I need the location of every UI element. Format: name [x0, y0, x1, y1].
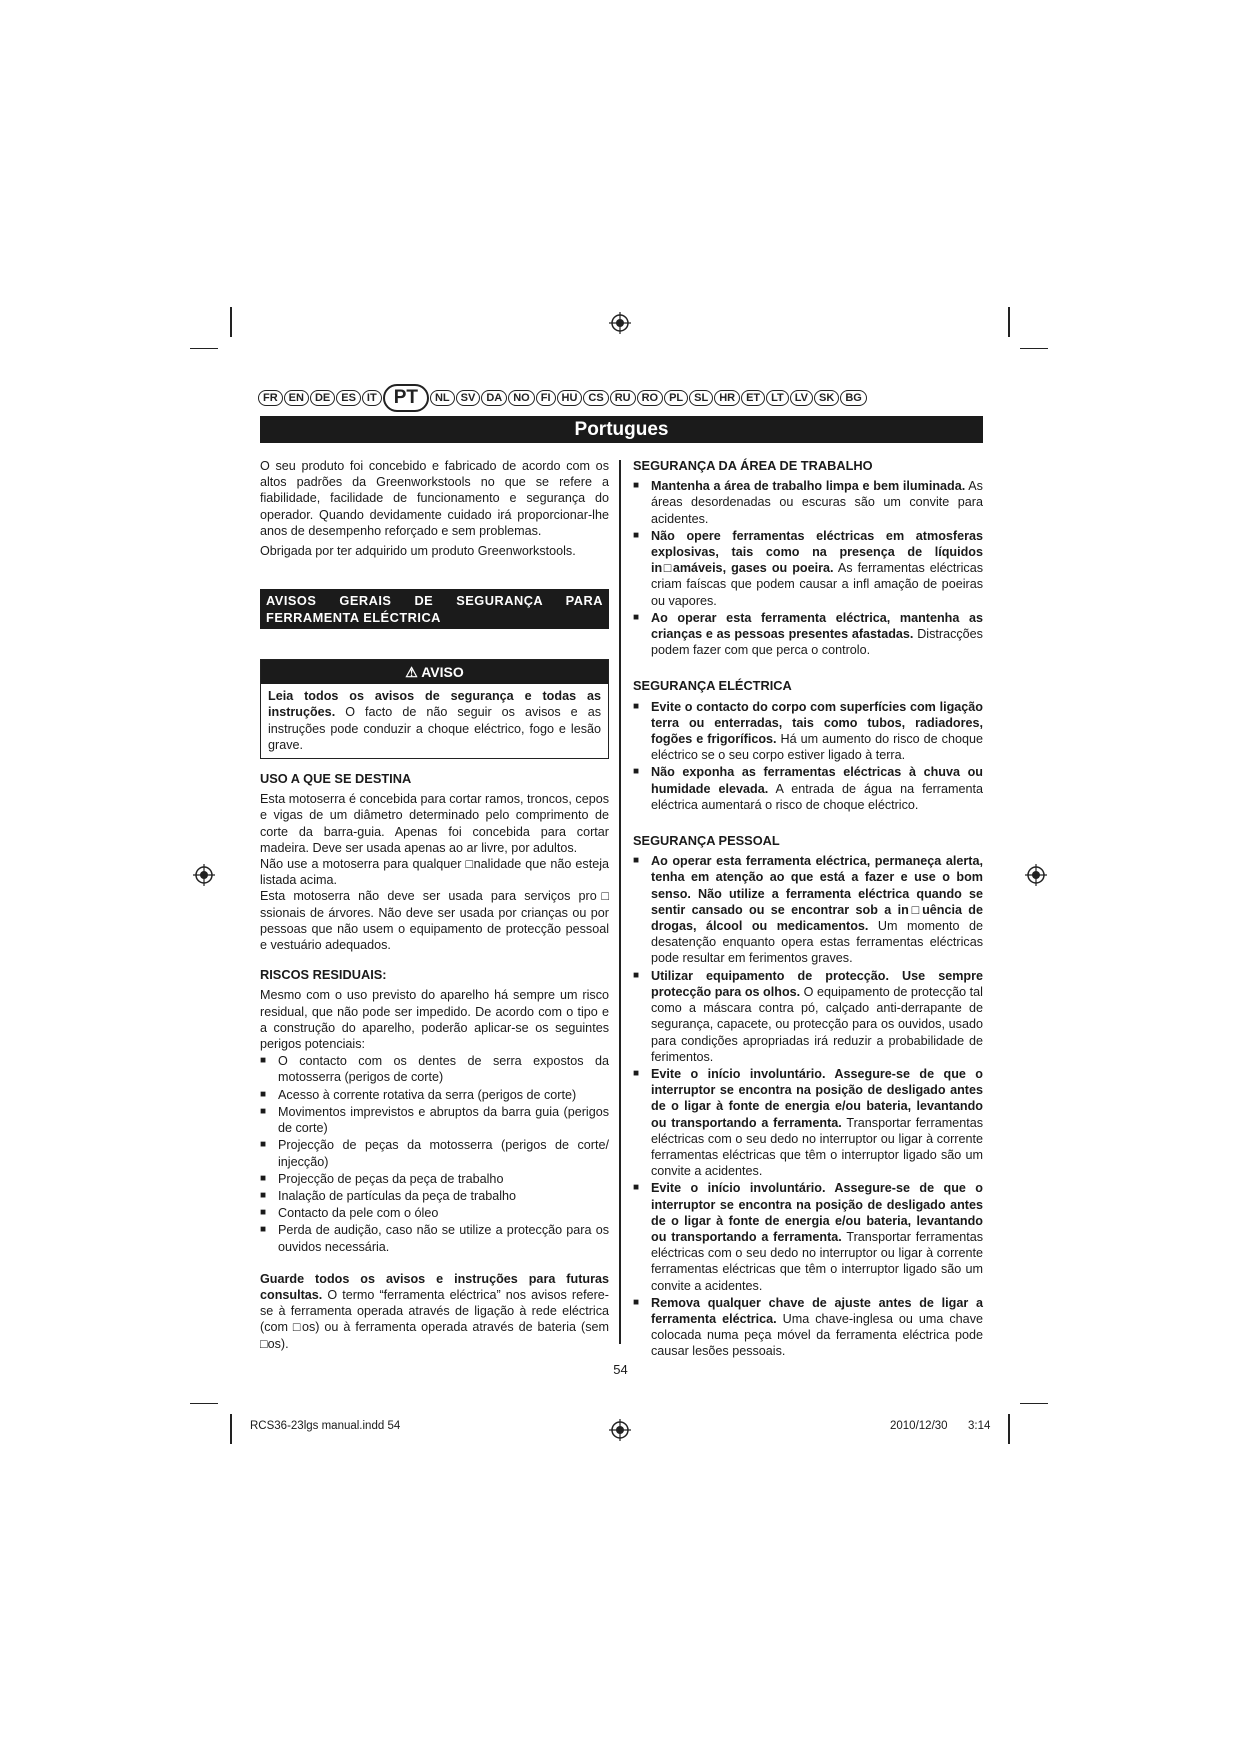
- uso-paragraph: Esta motoserra é concebida para cortar ramos, troncos, cepos e vigas de um diâmetro determinado pelo comprimento de corte da barra-guia. Apenas foi concebida para cortar madeira. Deve ser usada apenas ao ar livre, por adultos.: [260, 792, 609, 855]
- language-tab-hu[interactable]: HU: [557, 390, 583, 406]
- uso-paragraph: Esta motoserra não deve ser usada para serviços pro□ ssionais de árvores. Não deve ser usada por crianças ou por pessoas que não usem o equipamento de protecção pessoal e vestuário adequados.: [260, 889, 609, 953]
- safety-item: [633, 478, 983, 527]
- risk-item: ■ Inalação de partículas da peça de trabalho: [260, 1188, 609, 1204]
- language-tab-no[interactable]: NO: [508, 390, 535, 406]
- risk-item: ■ Projecção de peças da motosserra (perigos de corte/ injecção): [260, 1137, 609, 1169]
- riscos-heading: RISCOS RESIDUAIS:: [260, 967, 387, 983]
- language-tab-fr[interactable]: FR: [258, 390, 283, 406]
- crop-mark: [1020, 1403, 1048, 1404]
- crop-mark: [1008, 1414, 1010, 1444]
- language-tab-hr[interactable]: HR: [714, 390, 740, 406]
- warning-body: [261, 684, 608, 758]
- safety-item-bold: Utilizar equipamento de protecção. Use sempre protecção para os olhos.: [651, 968, 983, 999]
- eletrica-list: [633, 699, 983, 813]
- area-heading: SEGURANÇA DA ÁREA DE TRABALHO: [633, 458, 873, 473]
- language-tab-bg[interactable]: BG: [840, 390, 867, 406]
- safety-item: [633, 968, 983, 1065]
- language-tab-es[interactable]: ES: [336, 390, 361, 406]
- language-tab-cs[interactable]: CS: [583, 390, 608, 406]
- language-tab-sv[interactable]: SV: [456, 390, 481, 406]
- page-number: 54: [613, 1362, 628, 1377]
- riscos-intro: Mesmo com o uso previsto do aparelho há sempre um risco residual, que não pode ser impedido. De acordo com o tipo e a construção do aparelho, poderão aplicar-se os seguintes perigos potenciais:: [260, 988, 609, 1052]
- registration-mark-icon: [609, 1419, 631, 1441]
- risk-item: ■ O contacto com os dentes de serra expostos da motosserra (perigos de corte): [260, 1053, 609, 1085]
- riscos-list: [260, 1053, 609, 1254]
- language-tab-sk[interactable]: SK: [814, 390, 839, 406]
- safety-item: [633, 1180, 983, 1293]
- language-tab-it[interactable]: IT: [362, 390, 382, 406]
- safety-item-bold: Não opere ferramentas eléctricas em atmosferas explosivas, tais como na presença de líquidos in□amáveis, gases ou poeira.: [651, 528, 983, 576]
- risk-item: ■ Acesso à corrente rotativa da serra (perigos de corte): [260, 1087, 609, 1103]
- pessoal-list: [633, 853, 983, 1359]
- safety-item: [633, 528, 983, 609]
- safety-item: [633, 853, 983, 966]
- safety-item-text: As áreas desordenadas ou escuras são um convite para acidentes.: [651, 479, 983, 526]
- risk-item: ■ Perda de audição, caso não se utilize a protecção para os ouvidos necessária.: [260, 1222, 609, 1254]
- intro-paragraph: O seu produto foi concebido e fabricado de acordo com os altos padrões da Greenworkstools no que se refere a fiabilidade, facilidade de funcionamento e segurança do operador. Quando devidamente cuidado irá proporcionar-lhe anos de desempenho reforçado e sem problemas.: [260, 459, 609, 538]
- language-tab-da[interactable]: DA: [481, 390, 507, 406]
- intro-thanks: Obrigada por ter adquirido um produto Greenworkstools.: [260, 544, 576, 559]
- left-column: [260, 458, 609, 1356]
- registration-mark-icon: [609, 312, 631, 334]
- safety-item-bold: Não exponha as ferramentas eléctricas à chuva ou humidade elevada.: [651, 765, 983, 796]
- language-tab-pl[interactable]: PL: [664, 390, 688, 406]
- language-tab-nl[interactable]: NL: [430, 390, 455, 406]
- safety-item-text: Transportar ferramentas eléctricas com o seu dedo no interruptor ou ligar à corrente ferramentas eléctricas que têm o interruptor ligado são um convite a acidentes.: [651, 1229, 983, 1293]
- safety-item: [633, 699, 983, 764]
- warning-triangle-icon: ⚠: [405, 664, 418, 681]
- eletrica-heading: SEGURANÇA ELÉCTRICA: [633, 678, 792, 694]
- language-tab-lt[interactable]: LT: [766, 390, 789, 406]
- risk-item: ■ Projecção de peças da peça de trabalho: [260, 1171, 609, 1187]
- warning-title-text: AVISO: [421, 664, 464, 681]
- column-divider: [619, 460, 621, 1344]
- page-title: Portugues: [260, 416, 983, 443]
- safety-item-bold: Evite o contacto do corpo com superfícies com ligação terra ou enterradas, tais como tubos, radiadores, fogões e frigoríficos.: [651, 699, 983, 747]
- language-tab-en[interactable]: EN: [284, 390, 309, 406]
- warning-bold: Leia todos os avisos de segurança e todas as instruções.: [268, 689, 601, 720]
- safety-item-text: O equipamento de protecção tal como a máscara contra pó, calçado anti-derrapante de segurança, capacete, ou protecção para os ouvidos, usado para condições apropriadas irá reduzir a probabilidade de ferimentos.: [651, 984, 983, 1064]
- footer-date: 2010/12/30: [890, 1420, 948, 1432]
- safety-item: [633, 1295, 983, 1360]
- pessoal-heading: SEGURANÇA PESSOAL: [633, 833, 780, 849]
- language-tab-pt[interactable]: PT: [383, 384, 429, 412]
- safety-item-bold: Remova qualquer chave de ajuste antes de ligar a ferramenta eléctrica.: [651, 1295, 983, 1326]
- language-tab-lv[interactable]: LV: [790, 390, 813, 406]
- footer-file: RCS36-23lgs manual.indd 54: [250, 1420, 401, 1432]
- uso-heading: USO A QUE SE DESTINA: [260, 771, 412, 787]
- safety-item-text: As ferramentas eléctricas criam faíscas que podem causar a infl amação de poeiras ou vapores.: [651, 561, 983, 608]
- language-tab-de[interactable]: DE: [310, 390, 335, 406]
- crop-mark: [230, 1414, 232, 1444]
- safety-item-text: Distracções podem fazer com que perca o controlo.: [651, 627, 983, 658]
- right-column: [633, 458, 983, 1361]
- crop-mark: [1020, 348, 1048, 349]
- safety-item-text: Uma chave-inglesa ou uma chave colocada numa peça móvel da ferramenta eléctrica pode causar lesões pessoais.: [651, 1311, 983, 1359]
- safety-item-text: Transportar ferramentas eléctricas com o seu dedo no interruptor ou ligar à corrente ferramentas eléctricas que têm o interruptor ligado são um convite a acidentes.: [651, 1115, 983, 1179]
- warning-text: O facto de não seguir os avisos e as instruções pode conduzir a choque eléctrico, fogo e lesão grave.: [268, 705, 601, 752]
- safety-item-text: Um momento de desatenção enquanto opera estas ferramentas eléctricas pode resultar em ferimentos graves.: [651, 919, 984, 966]
- registration-mark-icon: [1025, 864, 1047, 886]
- crop-mark: [230, 307, 232, 337]
- safety-item-bold: Evite o início involuntário. Assegure-se de que o interruptor se encontra na posição de desligado antes de o ligar à fonte de energia e/ou bateria, levantando ou transportando a ferramenta.: [651, 1066, 983, 1130]
- risk-item: ■ Contacto da pele com o óleo: [260, 1205, 609, 1221]
- warning-title: [261, 660, 608, 684]
- guarde-bold: Guarde todos os avisos e instruções para futuras consultas.: [260, 1271, 609, 1302]
- language-tab-ro[interactable]: RO: [637, 390, 664, 406]
- safety-item: [633, 1066, 983, 1179]
- crop-mark: [190, 348, 218, 349]
- safety-item-text: A entrada de água na ferramenta eléctrica aumentará o risco de choque eléctrico.: [651, 781, 983, 812]
- language-tab-et[interactable]: ET: [741, 390, 765, 406]
- language-tab-sl[interactable]: SL: [689, 390, 713, 406]
- guarde-text: O termo “ferramenta eléctrica” nos avisos refere-se à ferramenta operada através de ligação à rede eléctrica (com □os) ou à ferramenta operada através de bateria (sem □os).: [260, 1287, 609, 1351]
- safety-item: [633, 610, 983, 659]
- crop-mark: [1008, 307, 1010, 337]
- risk-item: ■ Movimentos imprevistos e abruptos da barra guia (perigos de corte): [260, 1104, 609, 1136]
- language-tab-ru[interactable]: RU: [610, 390, 636, 406]
- area-list: [633, 478, 983, 658]
- safety-item-bold: Mantenha a área de trabalho limpa e bem iluminada.: [651, 479, 966, 494]
- footer-time: 3:14: [968, 1420, 991, 1432]
- warnings-heading: AVISOS GERAIS DE SEGURANÇA PARA FERRAMENTA ELÉCTRICA: [260, 589, 609, 629]
- safety-item-text: Há um aumento do risco de choque eléctrico se o seu corpo estiver ligado à terra.: [651, 732, 983, 763]
- language-bar: [258, 384, 867, 412]
- safety-item-bold: Evite o início involuntário. Assegure-se de que o interruptor se encontra na posição de desligado antes de o ligar à fonte de energia e/ou bateria, levantando ou transportando a ferramenta.: [651, 1181, 983, 1244]
- registration-mark-icon: [193, 864, 215, 886]
- warning-box: [260, 659, 609, 759]
- guarde-paragraph: [260, 1271, 609, 1352]
- safety-item-bold: Ao operar esta ferramenta eléctrica, permaneça alerta, tenha em atenção ao que está a fazer e use o bom senso. Não utilize a ferramenta eléctrica quando se sentir cansado ou se encontrar sob a in□uência de drogas, álcool ou medicamentos.: [651, 854, 983, 934]
- language-tab-fi[interactable]: FI: [536, 390, 556, 406]
- safety-item-bold: Ao operar esta ferramenta eléctrica, mantenha as crianças e as pessoas presentes afastadas.: [651, 610, 983, 642]
- safety-item: [633, 764, 983, 813]
- uso-paragraph: Não use a motoserra para qualquer □nalidade que não esteja listada acima.: [260, 857, 609, 888]
- crop-mark: [190, 1403, 218, 1404]
